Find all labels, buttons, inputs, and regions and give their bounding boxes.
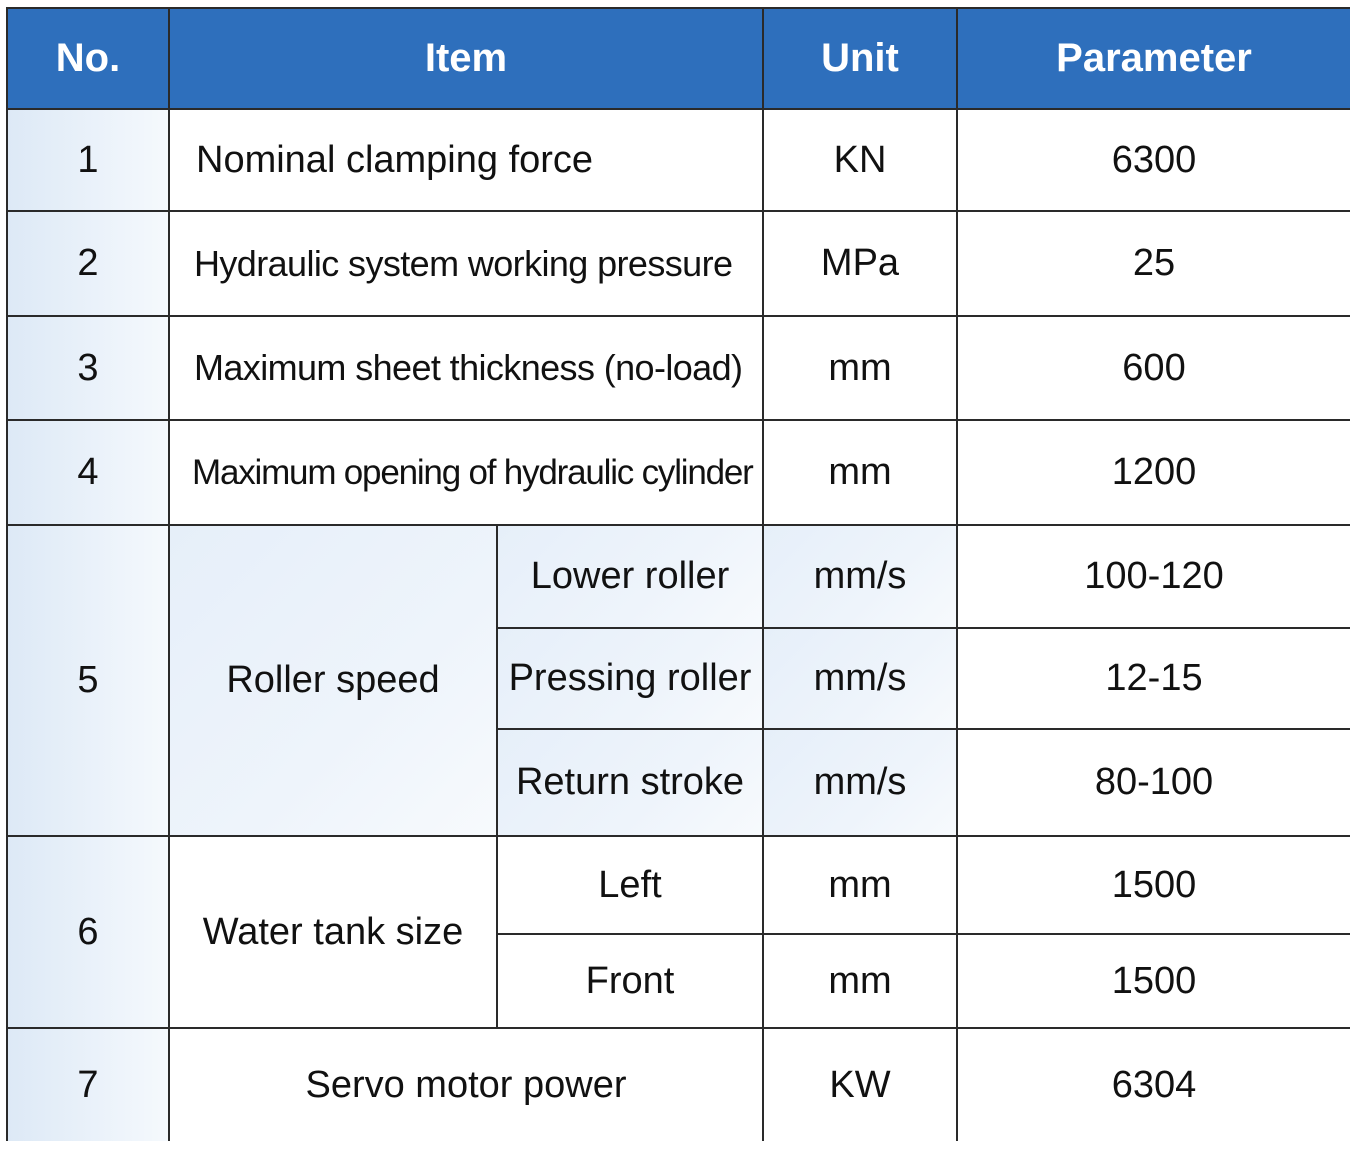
row-no: 4 [6, 419, 168, 524]
row-unit: KW [762, 1027, 956, 1141]
sub-item-label: Front [496, 933, 762, 1027]
row-unit: mm [762, 419, 956, 524]
row-item: Hydraulic system working pressure [168, 210, 762, 315]
sub-item-label: Lower roller [496, 524, 762, 627]
row-item: Roller speed [168, 524, 496, 835]
row-unit: KN [762, 108, 956, 210]
sub-item-label: Pressing roller [496, 627, 762, 728]
row-no: 7 [6, 1027, 168, 1141]
row-parameter: 6304 [956, 1027, 1350, 1141]
row-no: 5 [6, 524, 168, 835]
header-item: Item [168, 7, 762, 108]
row-no: 1 [6, 108, 168, 210]
row-no: 2 [6, 210, 168, 315]
row-no: 3 [6, 315, 168, 419]
row-parameter: 12-15 [956, 627, 1350, 728]
row-item: Water tank size [168, 835, 496, 1027]
row-item: Maximum opening of hydraulic cylinder [168, 419, 762, 524]
row-parameter: 600 [956, 315, 1350, 419]
row-parameter: 1500 [956, 933, 1350, 1027]
row-parameter: 25 [956, 210, 1350, 315]
row-unit: mm [762, 315, 956, 419]
sub-item-label: Left [496, 835, 762, 933]
header-unit: Unit [762, 7, 956, 108]
row-unit: mm/s [762, 524, 956, 627]
row-parameter: 6300 [956, 108, 1350, 210]
row-item: Nominal clamping force [168, 108, 762, 210]
row-unit: mm [762, 835, 956, 933]
header-parameter: Parameter [956, 7, 1350, 108]
header-no: No. [6, 7, 168, 108]
row-item: Maximum sheet thickness (no-load) [168, 315, 762, 419]
row-unit: MPa [762, 210, 956, 315]
row-unit: mm [762, 933, 956, 1027]
specification-table [6, 7, 1350, 1140]
row-unit: mm/s [762, 627, 956, 728]
row-parameter: 1200 [956, 419, 1350, 524]
row-parameter: 100-120 [956, 524, 1350, 627]
row-parameter: 80-100 [956, 728, 1350, 835]
row-parameter: 1500 [956, 835, 1350, 933]
row-item: Servo motor power [168, 1027, 762, 1141]
row-no: 6 [6, 835, 168, 1027]
sub-item-label: Return stroke [496, 728, 762, 835]
row-unit: mm/s [762, 728, 956, 835]
